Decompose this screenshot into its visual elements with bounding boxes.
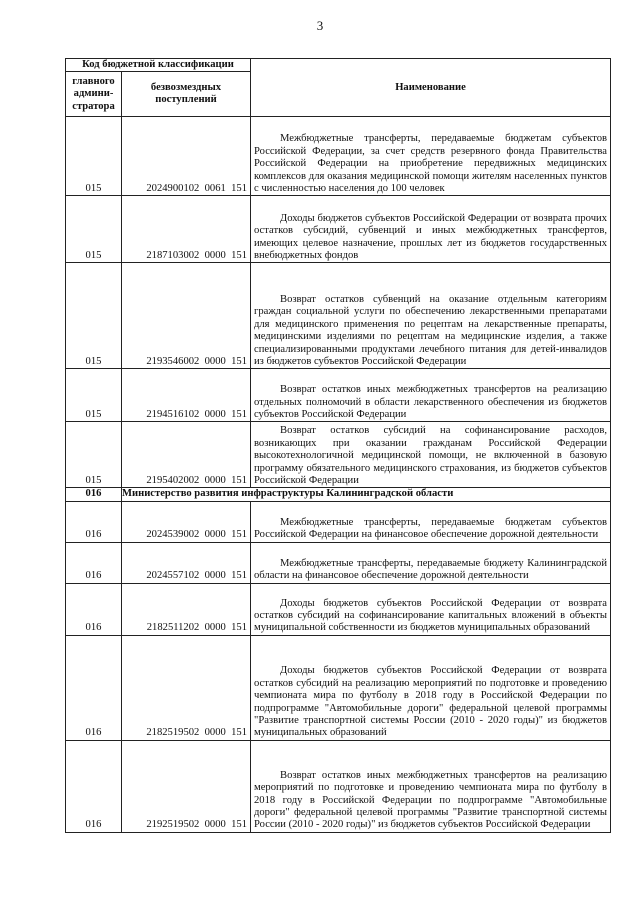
admin-code-cell: 016 xyxy=(66,583,122,635)
name-text: Межбюджетные трансферты, передаваемые бюджету Калининградской области на финансовое обеспечение дорожной деятельности xyxy=(254,558,607,582)
admin-code-cell: 015 xyxy=(66,369,122,422)
name-cell xyxy=(251,263,611,369)
table-row xyxy=(66,542,611,583)
name-cell xyxy=(251,501,611,542)
name-text: Возврат остатков субсидий на софинансирование расходов, возникающих при оказании гражданам Российской Федерации высокотехнологичной медицинской помощи, не включенной в базовую программу обязательного медицинского страхования, из бюджетов субъектов Российской Федерации xyxy=(254,425,607,486)
name-cell xyxy=(251,542,611,583)
name-text: Возврат остатков иных межбюджетных трансфертов на реализацию мероприятий по подготовке и проведению чемпионата мира по футболу в 2018 году в Российской Федерации по подпрограмме "Автомобильные дороги" федеральной целевой программы "Развитие транспортной системы России (2010 - 2020 годы)" из бюджетов субъектов Российской Федерации xyxy=(254,769,607,831)
table-row xyxy=(66,196,611,263)
revenue-code-cell: 2193546002 0000 151 xyxy=(122,263,251,369)
header-code: безвозмездных поступлений xyxy=(122,72,251,117)
revenue-code-cell: 2024557102 0000 151 xyxy=(122,542,251,583)
revenue-code-cell: 2182519502 0000 151 xyxy=(122,635,251,740)
name-text: Доходы бюджетов субъектов Российской Федерации от возврата остатков субсидий на реализацию мероприятий по подготовке и проведению чемпионата мира по футболу в 2018 году в Российской Федерации по подпрограмме "Автомобильные дороги" федеральной целевой программы "Развитие транспортной системы России (2010 - 2020 годы)" из бюджетов муниципальных образований xyxy=(254,665,607,739)
header-group-title: Код бюджетной классификации xyxy=(66,59,251,72)
ministry-row xyxy=(66,488,611,501)
revenue-code-cell: 2024539002 0000 151 xyxy=(122,501,251,542)
name-cell xyxy=(251,422,611,488)
admin-code-cell: 015 xyxy=(66,422,122,488)
name-text: Доходы бюджетов субъектов Российской Федерации от возврата остатков субсидий на софинансирование капитальных вложений в объекты муниципальной собственности из бюджетов муниципальных образований xyxy=(254,597,607,634)
table-row xyxy=(66,583,611,635)
budget-classification-table xyxy=(65,58,611,833)
admin-code-cell: 016 xyxy=(66,501,122,542)
name-cell xyxy=(251,117,611,196)
table-row xyxy=(66,263,611,369)
name-text: Межбюджетные трансферты, передаваемые бюджетам субъектов Российской Федерации, за счет средств резервного фонда Правительства Российской Федерации на приобретение передвижных медицинских комплексов для оказания медицинской помощи жителям населенных пунктов с численностью населения до 100 человек xyxy=(254,133,607,194)
revenue-code-cell: 2192519502 0000 151 xyxy=(122,740,251,832)
revenue-code-cell: 2024900102 0061 151 xyxy=(122,117,251,196)
name-cell xyxy=(251,196,611,263)
header-admin: главного админи-стратора xyxy=(66,72,122,117)
name-text: Возврат остатков субвенций на оказание отдельным категориям граждан социальной услуги по обеспечению лекарственными препаратами для медицинского применения по рецептам на лекарственные препараты, медицинскими изделиями по рецептам на медицинские изделия, а также специализированными продуктами лечебного питания для детей-инвалидов из бюджетов субъектов Российской Федерации xyxy=(254,293,607,367)
table-row xyxy=(66,740,611,832)
name-cell xyxy=(251,740,611,832)
header-name: Наименование xyxy=(251,59,611,117)
revenue-code-cell: 2195402002 0000 151 xyxy=(122,422,251,488)
ministry-title: Министерство развития инфраструктуры Калининградской области xyxy=(122,488,454,500)
admin-code-cell: 015 xyxy=(66,117,122,196)
admin-code-cell: 015 xyxy=(66,196,122,263)
table-row xyxy=(66,501,611,542)
table-row xyxy=(66,635,611,740)
revenue-code-cell: 2187103002 0000 151 xyxy=(122,196,251,263)
name-text: Доходы бюджетов субъектов Российской Федерации от возврата прочих остатков субсидий, субвенций и иных межбюджетных трансфертов, имеющих целевое назначение, прошлых лет из бюджетов государственных внебюджетных фондов xyxy=(254,212,607,261)
name-cell xyxy=(251,583,611,635)
name-text: Возврат остатков иных межбюджетных трансфертов на реализацию отдельных полномочий в области лекарственного обеспечения из бюджетов субъектов Российской Федерации xyxy=(254,384,607,420)
admin-code-cell: 016 xyxy=(66,542,122,583)
name-cell xyxy=(251,635,611,740)
table-row xyxy=(66,422,611,488)
admin-code-cell: 016 xyxy=(66,488,122,501)
admin-code-cell: 016 xyxy=(66,635,122,740)
table-row xyxy=(66,369,611,422)
name-cell xyxy=(251,369,611,422)
table-row xyxy=(66,117,611,196)
revenue-code-cell: 2182511202 0000 151 xyxy=(122,583,251,635)
revenue-code-cell: 2194516102 0000 151 xyxy=(122,369,251,422)
page-number: 3 xyxy=(316,18,324,33)
name-text: Межбюджетные трансферты, передаваемые бюджетам субъектов Российской Федерации на финансовое обеспечение дорожной деятельности xyxy=(254,517,607,541)
admin-code-cell: 016 xyxy=(66,740,122,832)
admin-code-cell: 015 xyxy=(66,263,122,369)
